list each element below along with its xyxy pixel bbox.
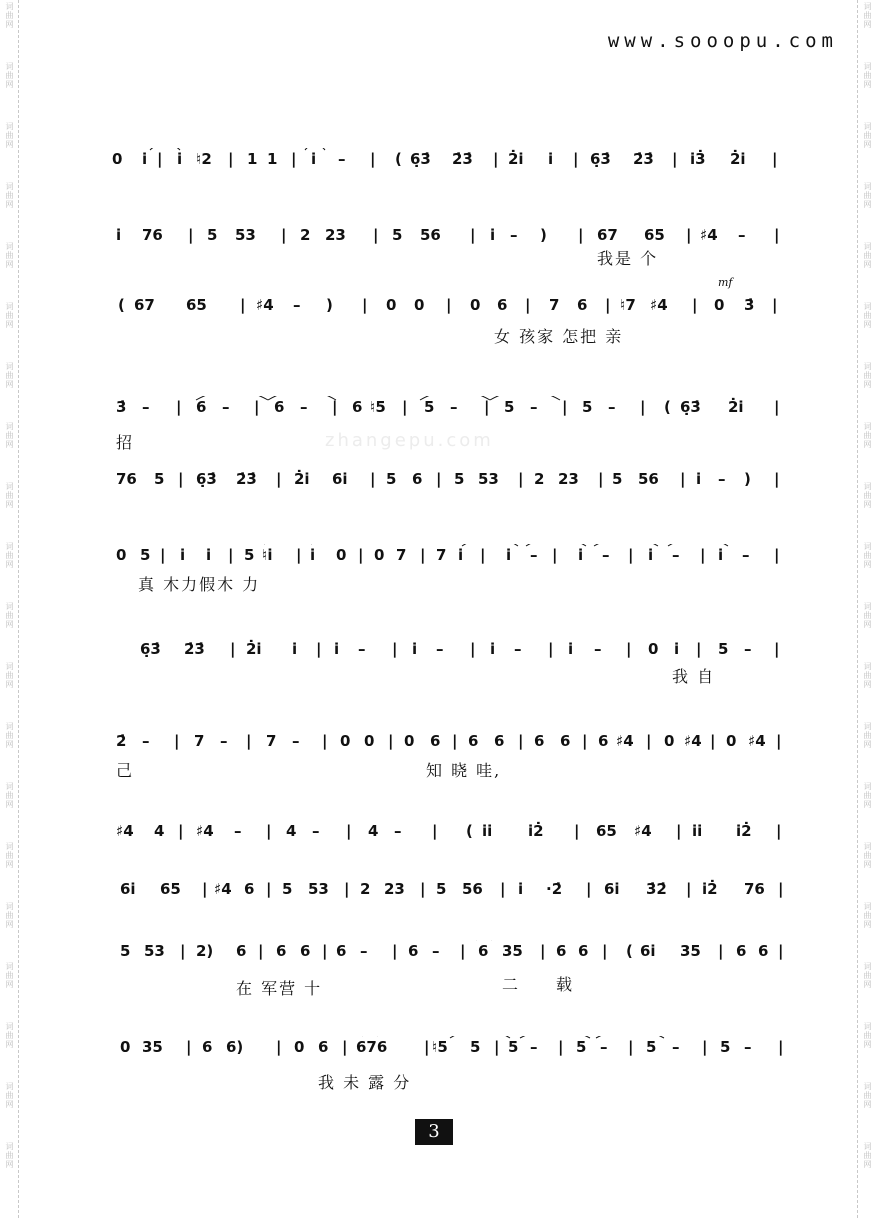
lyrics-line: 女 孩家 怎把 亲	[494, 327, 624, 346]
lyrics-line: 二	[502, 975, 521, 994]
watermark-glyph: 词曲网	[863, 1022, 872, 1049]
watermark-glyph: 词曲网	[863, 1082, 872, 1109]
watermark-glyph: 词曲网	[863, 842, 872, 869]
score-system-8	[0, 730, 876, 780]
watermark-glyph: 词曲网	[5, 2, 14, 29]
watermark-glyph: 词曲网	[863, 902, 872, 929]
score-system-5	[0, 468, 876, 508]
notation-line: 2̇ – | 7 – | 7 – | 0 0 | 0 6 | 6 6 | 6 6 | 6 ♯4 | 0 ♯4 | 0 ♯4 |	[116, 732, 782, 750]
lyrics-line: 我是 个	[597, 249, 659, 268]
score-system-11	[0, 940, 876, 998]
watermark-glyph: 词曲网	[863, 122, 872, 149]
watermark-glyph: 词曲网	[863, 362, 872, 389]
watermark-glyph: 词曲网	[5, 182, 14, 209]
watermark-glyph: 词曲网	[5, 242, 14, 269]
notation-line: 3̇ – | 6 – | 6 – | 6 ♮5 | 5 – | 5 – | 5 – | ( 6̣3̇ 2̇i |	[116, 398, 780, 416]
watermark-glyph: 词曲网	[5, 482, 14, 509]
watermark-glyph: 词曲网	[863, 1142, 872, 1169]
watermark-glyph: 词曲网	[5, 1022, 14, 1049]
watermark-glyph: 词曲网	[5, 122, 14, 149]
score-system-9	[0, 820, 876, 860]
lyrics-line: 载	[556, 975, 575, 994]
watermark-glyph: 词曲网	[5, 542, 14, 569]
watermark-glyph: 词曲网	[863, 182, 872, 209]
watermark-glyph: 词曲网	[5, 62, 14, 89]
score-system-6	[0, 544, 876, 594]
watermark-glyph: 词曲网	[5, 422, 14, 449]
watermark-glyph: 词曲网	[5, 842, 14, 869]
watermark-glyph: 词曲网	[5, 1142, 14, 1169]
notation-line: 0 5 | i i | 5 ♮i | i 0 | 0 7 | 7 i | i – | i – | i – | i – |	[116, 546, 780, 564]
watermark-glyph: 词曲网	[5, 662, 14, 689]
watermark-glyph: 词曲网	[863, 2, 872, 29]
notation-line: 6̣3̇ 2̇3̇ | 2̇i i | i – | i – | i – | i – | 0 i | 5 – |	[140, 640, 780, 658]
watermark-glyph: 词曲网	[863, 482, 872, 509]
faint-watermark: zhangepu.com	[325, 430, 494, 451]
watermark-glyph: 词曲网	[863, 422, 872, 449]
lyrics-line: 己	[116, 761, 135, 780]
lyrics-line: 真 木力假木 力	[138, 575, 261, 594]
watermark-glyph: 词曲网	[863, 962, 872, 989]
watermark-glyph: 词曲网	[5, 362, 14, 389]
score-system-3	[0, 276, 876, 346]
notation-line: ( 67 65 | ♯4 – ) | 0 0 | 0 6 | 7 6 | ♮7 ♯4 | 0 3̇ |	[118, 296, 778, 314]
notation-line: i 76 | 5 53 | 2 23 | 5 56 | i – ) | 67 65 | ♯4 – |	[116, 226, 780, 244]
watermark-glyph: 词曲网	[863, 722, 872, 749]
notation-line: 5 53 | 2) 6 | 6 6 | 6 – | 6 – | 6 35 | 6 6 | ( 6i 35 | 6 6 |	[120, 942, 784, 960]
site-watermark: www.sooopu.com	[607, 30, 838, 52]
notation-line: 0 35 | 6 6) | 0 6 | 676 | ♮5 5 | 5 – | 5 – | 5 – | 5 – |	[120, 1038, 784, 1056]
dynamic-mark: mf	[718, 276, 733, 289]
score-system-7	[0, 638, 876, 686]
watermark-glyph: 词曲网	[5, 722, 14, 749]
watermark-glyph: 词曲网	[863, 782, 872, 809]
score-system-2	[0, 224, 876, 268]
watermark-glyph: 词曲网	[863, 242, 872, 269]
watermark-glyph: 词曲网	[5, 302, 14, 329]
lyrics-line: 我 自	[672, 667, 716, 686]
lyrics-line: 知 晓 哇,	[426, 761, 502, 780]
notation-line: 6i 65 | ♯4 6 | 5 53 | 2 23 | 5 56 | i ·2̇ | 6i 3̇2̇ | i2̇ 76 |	[120, 880, 784, 898]
notation-line: 76 5 | 6̣3̇ 2̇3̇ | 2̇i 6i | 5 6 | 5 53 | 2 23 | 5 56 | i – ) |	[116, 470, 780, 488]
lyrics-line: 在 军营 十	[236, 979, 323, 998]
lyrics-line: 我 未 露 分	[318, 1073, 412, 1092]
watermark-glyph: 词曲网	[5, 962, 14, 989]
watermark-glyph: 词曲网	[863, 62, 872, 89]
page-number: 3	[415, 1119, 453, 1145]
score-system-1	[0, 148, 876, 188]
score-system-10	[0, 878, 876, 918]
notation-line: 0 i | i ♮2 | 1 1 | i – | ( 6̣3̇ 2̇3̇ | 2̇i i | 6̣3̇ 2̇3̇ | i3̇ 2̇i |	[112, 150, 778, 168]
watermark-glyph: 词曲网	[863, 302, 872, 329]
watermark-glyph: 词曲网	[5, 1082, 14, 1109]
watermark-glyph: 词曲网	[863, 542, 872, 569]
watermark-glyph: 词曲网	[863, 662, 872, 689]
watermark-glyph: 词曲网	[5, 782, 14, 809]
score-system-12	[0, 1036, 876, 1092]
watermark-glyph: 词曲网	[5, 902, 14, 929]
watermark-glyph: 词曲网	[5, 602, 14, 629]
notation-line: ♯4 4 | ♯4 – | 4 – | 4 – | ( ii i2̇ | 65 ♯4 | ii i2̇ |	[116, 822, 782, 840]
watermark-glyph: 词曲网	[863, 602, 872, 629]
lyrics-line: 招	[116, 433, 135, 452]
